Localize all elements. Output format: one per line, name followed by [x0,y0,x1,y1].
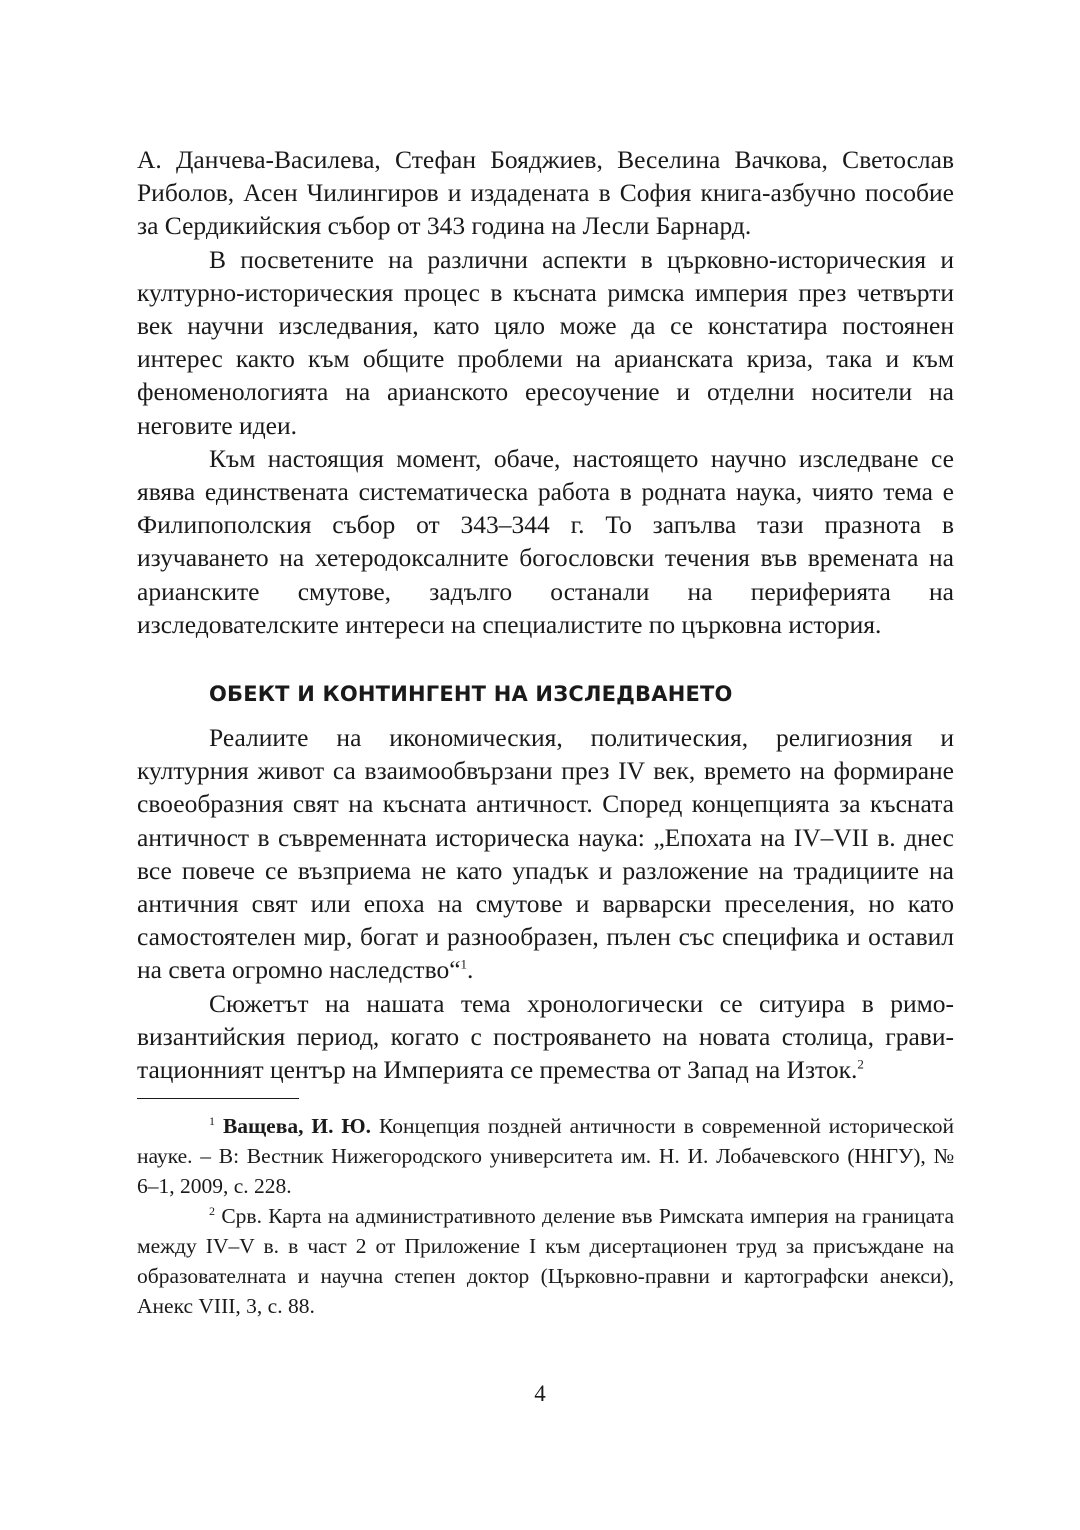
footnote-2-marker: 2 [209,1204,215,1219]
footnote-1-marker: 1 [209,1114,215,1129]
footnote-ref-2[interactable]: 2 [857,1056,864,1072]
footnote-2 [137,1201,954,1321]
footnote-1-text: Концепция поздней античности в современной исторической науке. – В: Вестник Нижегородского университета им. Н. И. Лобачевского (ННГУ), № 6–1, 2009, с. 228. [137,1114,954,1199]
footnote-2-text: Срв. Карта на административното деление във Римската империя на границата между IV–V в. в част 2 от Приложение I към дисертационен труд за присъждане на образователната и научна степен доктор (Църковно-правни и картографски анекси), Анекс VIII, 3, с. 88. [137,1204,954,1319]
paragraph-continuation: А. Данчева-Василева, Стефан Бояджиев, Веселина Вачкова, Светослав Риболов, Асен Чилингиров и издадената в София книга-азбучно пособие за Сердикийския събор от 343 година на Лесли Барнард. [137,145,954,241]
footnote-ref-1[interactable]: 1 [460,956,468,972]
paragraph-research-interest: В посветените на различни аспекти в църковно-историческия и културно-историческия процес в късната римска империя през четвърти век научни изследвания, като цяло може да се констатира постоянен интерес както към общите проблеми на арианската криза, така и към феноменологията на арианското ересоучение и отделни носители на неговите идеи. [137,244,954,440]
paragraph-chronology [137,987,954,1087]
section-heading: ОБЕКТ И КОНТИНГЕНТ НА ИЗСЛЕДВАНЕТО [209,682,733,707]
page-number: 4 [534,1381,546,1406]
footnote-separator [137,1098,299,1099]
footnotes [137,1111,954,1321]
footnote-1 [137,1111,954,1201]
paragraph-late-antiquity-end: . [467,955,474,985]
page-content [137,143,954,1321]
paragraph-current-research: Към настоящия момент, обаче, настоящето научно изследване се явява единствената систематическа работа в родната наука, чиято тема е Филипополския събор от 343–344 г. То запълва тази празнота в изучаването на хетеродоксалните богословски течения във времената на арианските смутове, задълго останали на периферията на изследователските интереси на специалистите по църковна история. [137,443,954,639]
paragraph-late-antiquity [137,721,954,987]
paragraph-chronology-text: Сюжетът на нашата тема хронологически се ситуира в римовизантийския период, когато с построяването на новата столица, гравитационният център на Империята се премества от Запад на Изток. [137,988,954,1085]
paragraph-late-antiquity-text: Реалиите на икономическия, политическия, религиозния и културния живот са взаимообвързани през IV век, времето на формиране своеобразния свят на късната античност. Според концепцията за късната античност в съвременната историческа наука: „Епохата на IV–VII в. днес все повече се възприема не като упадък и разложение на традициите на античния свят или епоха на смутове и варварски преселения, но като самостоятелен мир, богат и разнообразен, пълен със специфика и оставил на света огромно наследство“ [137,723,954,985]
body-text [137,143,954,1086]
footnote-1-author: Ващева, И. Ю. [222,1114,372,1139]
